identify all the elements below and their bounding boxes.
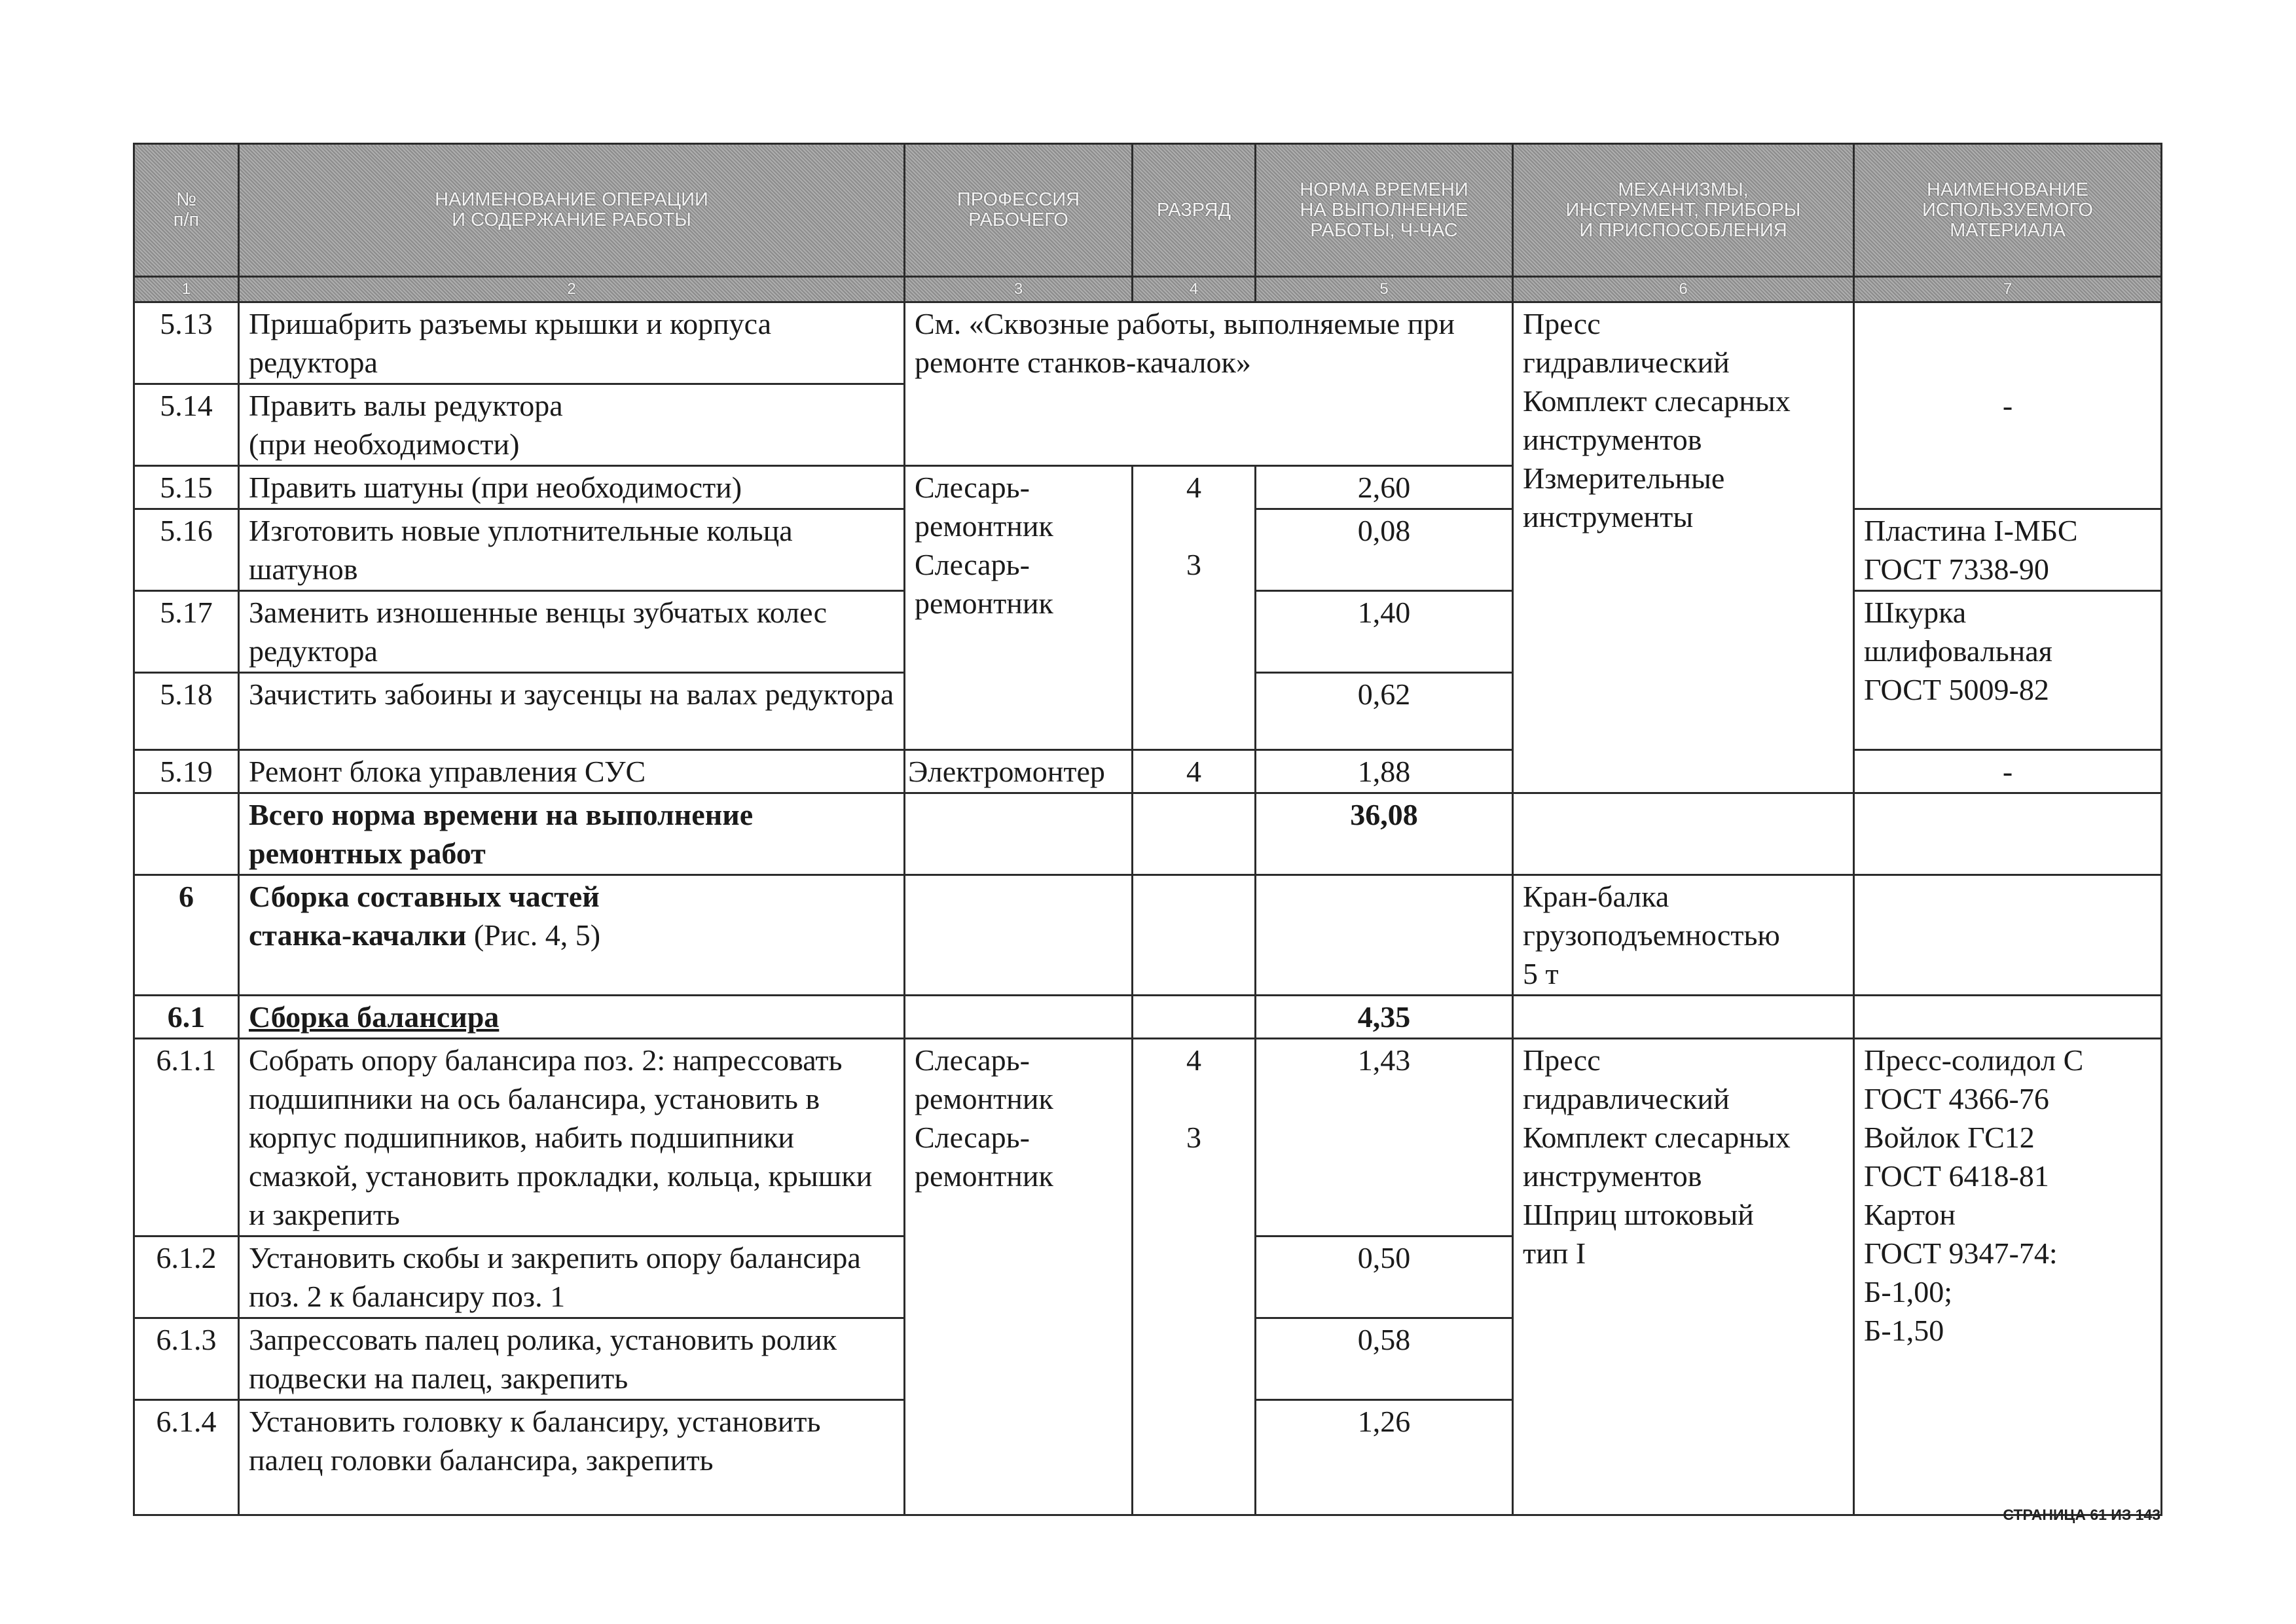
empty-cell — [1133, 996, 1256, 1039]
table-row — [134, 750, 2162, 793]
header-number: № п/п — [134, 144, 239, 277]
row-number: 5.15 — [134, 466, 239, 509]
subsection-number: 6.1 — [134, 996, 239, 1039]
column-number: 4 — [1133, 277, 1256, 302]
profession-cell: Слесарь- ремонтник Слесарь- ремонтник — [905, 1039, 1133, 1515]
header-grade: РАЗРЯД — [1133, 144, 1256, 277]
material-cell: Шкурка шлифовальная ГОСТ 5009-82 — [1854, 591, 2162, 750]
table-row — [134, 302, 2162, 384]
grade-cell: 4 — [1133, 750, 1256, 793]
material-cell: - — [1854, 302, 2162, 509]
tools-cell: Пресс гидравлический Комплект слесарных инструментов Измерительные инструменты — [1513, 302, 1854, 793]
reference-note: См. «Сквозные работы, выполняемые при ремонте станков-качалок» — [905, 302, 1513, 466]
header-material: НАИМЕНОВАНИЕ ИСПОЛЬЗУЕМОГО МАТЕРИАЛА — [1854, 144, 2162, 277]
operation-text: Пришабрить разъемы крышки и корпуса редуктора — [239, 302, 905, 384]
row-number: 6.1.1 — [134, 1039, 239, 1236]
column-number: 5 — [1256, 277, 1513, 302]
total-row — [134, 793, 2162, 875]
empty-cell — [1854, 793, 2162, 875]
empty-cell — [1513, 793, 1854, 875]
table-row — [134, 1039, 2162, 1236]
empty-cell — [1854, 875, 2162, 996]
material-cell: - — [1854, 750, 2162, 793]
operation-text: Установить скобы и закрепить опору балансира поз. 2 к балансиру поз. 1 — [239, 1236, 905, 1318]
material-cell: Пластина I-МБС ГОСТ 7338-90 — [1854, 509, 2162, 591]
tools-cell: Пресс гидравлический Комплект слесарных инструментов Шприц штоковый тип I — [1513, 1039, 1854, 1515]
row-number: 5.14 — [134, 384, 239, 466]
time-norm-cell: 0,08 — [1256, 509, 1513, 591]
header-row — [134, 144, 2162, 277]
empty-cell — [1256, 875, 1513, 996]
operation-text: Собрать опору балансира поз. 2: напрессовать подшипники на ось балансира, установить в корпус подшипников, набить подшипники смазкой, установить прокладки, кольца, крышки и закрепить — [239, 1039, 905, 1236]
figure-reference: (Рис. 4, 5) — [466, 918, 601, 952]
section-title: Сборка составных частей станка-качалки — [249, 880, 600, 952]
row-number: 5.18 — [134, 673, 239, 750]
header-tools: МЕХАНИЗМЫ, ИНСТРУМЕНТ, ПРИБОРЫ И ПРИСПОСОБЛЕНИЯ — [1513, 144, 1854, 277]
column-number-row — [134, 277, 2162, 302]
row-number: 5.13 — [134, 302, 239, 384]
time-norm-cell: 2,60 — [1256, 466, 1513, 509]
tools-cell: Кран-балка грузоподъемностью 5 т — [1513, 875, 1854, 996]
section-number: 6 — [134, 875, 239, 996]
row-number: 6.1.3 — [134, 1318, 239, 1400]
column-number: 7 — [1854, 277, 2162, 302]
operation-text: Установить головку к балансиру, установить палец головки балансира, закрепить — [239, 1400, 905, 1515]
time-norm-cell: 0,50 — [1256, 1236, 1513, 1318]
row-number: 5.16 — [134, 509, 239, 591]
operation-text: Зачистить забоины и заусенцы на валах редуктора — [239, 673, 905, 750]
operation-text: Изготовить новые уплотнительные кольца шатунов — [239, 509, 905, 591]
empty-cell — [905, 996, 1133, 1039]
time-norm-cell: 0,62 — [1256, 673, 1513, 750]
empty-cell — [134, 793, 239, 875]
grade-cell: 4 3 — [1133, 1039, 1256, 1515]
empty-cell — [905, 793, 1133, 875]
section-row — [134, 875, 2162, 996]
time-norm-cell: 0,58 — [1256, 1318, 1513, 1400]
time-norm-cell: 1,26 — [1256, 1400, 1513, 1515]
page-number: СТРАНИЦА 61 ИЗ 143 — [2003, 1506, 2160, 1523]
empty-cell — [905, 875, 1133, 996]
column-number: 2 — [239, 277, 905, 302]
empty-cell — [1854, 996, 2162, 1039]
operation-text: Править валы редуктора (при необходимости) — [239, 384, 905, 466]
header-time-norm: НОРМА ВРЕМЕНИ НА ВЫПОЛНЕНИЕ РАБОТЫ, Ч-ЧАС — [1256, 144, 1513, 277]
row-number: 6.1.4 — [134, 1400, 239, 1515]
operation-text: Править шатуны (при необходимости) — [239, 466, 905, 509]
material-cell: Пресс-солидол С ГОСТ 4366-76 Войлок ГС12 ГОСТ 6418-81 Картон ГОСТ 9347-74: Б-1,00; Б-1,50 — [1854, 1039, 2162, 1515]
time-norm-cell: 1,88 — [1256, 750, 1513, 793]
row-number: 6.1.2 — [134, 1236, 239, 1318]
grade-cell: 4 3 — [1133, 466, 1256, 750]
subsection-title: Сборка балансира — [239, 996, 905, 1039]
row-number: 5.17 — [134, 591, 239, 673]
row-number: 5.19 — [134, 750, 239, 793]
operation-text: Ремонт блока управления СУС — [239, 750, 905, 793]
work-norms-table — [133, 143, 2162, 1516]
total-label: Всего норма времени на выполнение ремонтных работ — [239, 793, 905, 875]
profession-cell: Электромонтер — [905, 750, 1133, 793]
profession-cell: Слесарь- ремонтник Слесарь- ремонтник — [905, 466, 1133, 750]
column-number: 6 — [1513, 277, 1854, 302]
operation-text: Заменить изношенные венцы зубчатых колес редуктора — [239, 591, 905, 673]
empty-cell — [1513, 996, 1854, 1039]
header-profession: ПРОФЕССИЯ РАБОЧЕГО — [905, 144, 1133, 277]
operation-text: Запрессовать палец ролика, установить ролик подвески на палец, закрепить — [239, 1318, 905, 1400]
time-norm-cell: 1,43 — [1256, 1039, 1513, 1236]
subsection-row — [134, 996, 2162, 1039]
column-number: 3 — [905, 277, 1133, 302]
empty-cell — [1133, 793, 1256, 875]
section-title-cell — [239, 875, 905, 996]
empty-cell — [1133, 875, 1256, 996]
subsection-norm: 4,35 — [1256, 996, 1513, 1039]
total-value: 36,08 — [1256, 793, 1513, 875]
time-norm-cell: 1,40 — [1256, 591, 1513, 673]
column-number: 1 — [134, 277, 239, 302]
header-operation: НАИМЕНОВАНИЕ ОПЕРАЦИИ И СОДЕРЖАНИЕ РАБОТЫ — [239, 144, 905, 277]
